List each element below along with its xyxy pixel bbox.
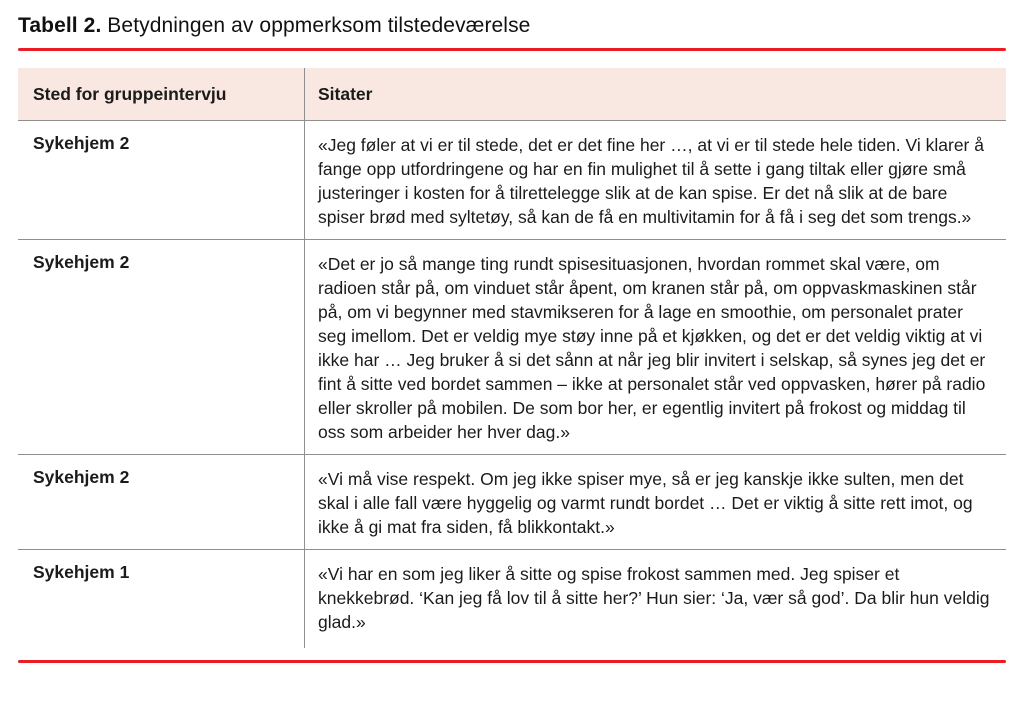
- table-row: [18, 454, 1006, 549]
- row-quote: «Jeg føler at vi er til stede, det er det fine her …, at vi er til stede hele tiden. Vi klarer å fange opp utfordringene og har en fin mulighet til å sette i gang tiltak eller gjøre små justeringer i kosten for å tilrettelegge slik at de kan spise. Er det nå slik at de bare spiser brød med syltetøy, så kan de få en multivitamin for å få i seg det som trengs.»: [318, 135, 984, 227]
- table-row: [18, 120, 1006, 239]
- row-quote: «Vi må vise respekt. Om jeg ikke spiser mye, så er jeg kanskje ikke sulten, men det skal i alle fall være hyggelig og varmt rundt bordet … Det er viktig å sitte rett imot, og ikke å gi mat fra siden, få blikkontakt.»: [318, 469, 973, 537]
- table-row: [18, 239, 1006, 454]
- quotes-table: [18, 68, 1006, 648]
- bottom-rule: [18, 660, 1006, 663]
- column-header-quotes: Sitater: [318, 83, 373, 104]
- row-place: Sykehjem 1: [18, 550, 305, 648]
- column-header-place: Sted for gruppeintervju: [18, 68, 305, 120]
- table-caption: Betydningen av oppmerksom tilstedeværelse: [101, 14, 531, 37]
- table-row: [18, 549, 1006, 648]
- table-number: Tabell 2.: [18, 14, 102, 37]
- row-quote: «Det er jo så mange ting rundt spisesituasjonen, hvordan rommet skal være, om radioen står på, om vinduet står åpent, om kranen står på, om oppvaskmaskinen står på, om vi begynner med stavmikseren for å lage en smoothie, om personalet prater seg imellom. Det er veldig mye støy inne på et kjøkken, og det er det veldig viktig at vi ikke har … Jeg bruker å si det sånn at når jeg blir invitert i selskap, så synes jeg det er fint å sitte ved bordet sammen – ikke at personalet står ved oppvasken, hører på radio eller skroller på mobilen. De som bor her, er egentlig invitert på frokost og middag til oss som arbeider her hver dag.»: [318, 254, 986, 442]
- row-place: Sykehjem 2: [18, 121, 305, 239]
- top-rule: [18, 48, 1006, 51]
- row-quote: «Vi har en som jeg liker å sitte og spise frokost sammen med. Jeg spiser et knekkebrød. ‘Kan jeg få lov til å sitte her?’ Hun sier: ‘Ja, vær så god’. Da blir hun veldig glad.»: [318, 564, 990, 632]
- table-header-row: [18, 68, 1006, 120]
- table-title: [18, 0, 1006, 39]
- row-place: Sykehjem 2: [18, 240, 305, 454]
- row-place: Sykehjem 2: [18, 455, 305, 549]
